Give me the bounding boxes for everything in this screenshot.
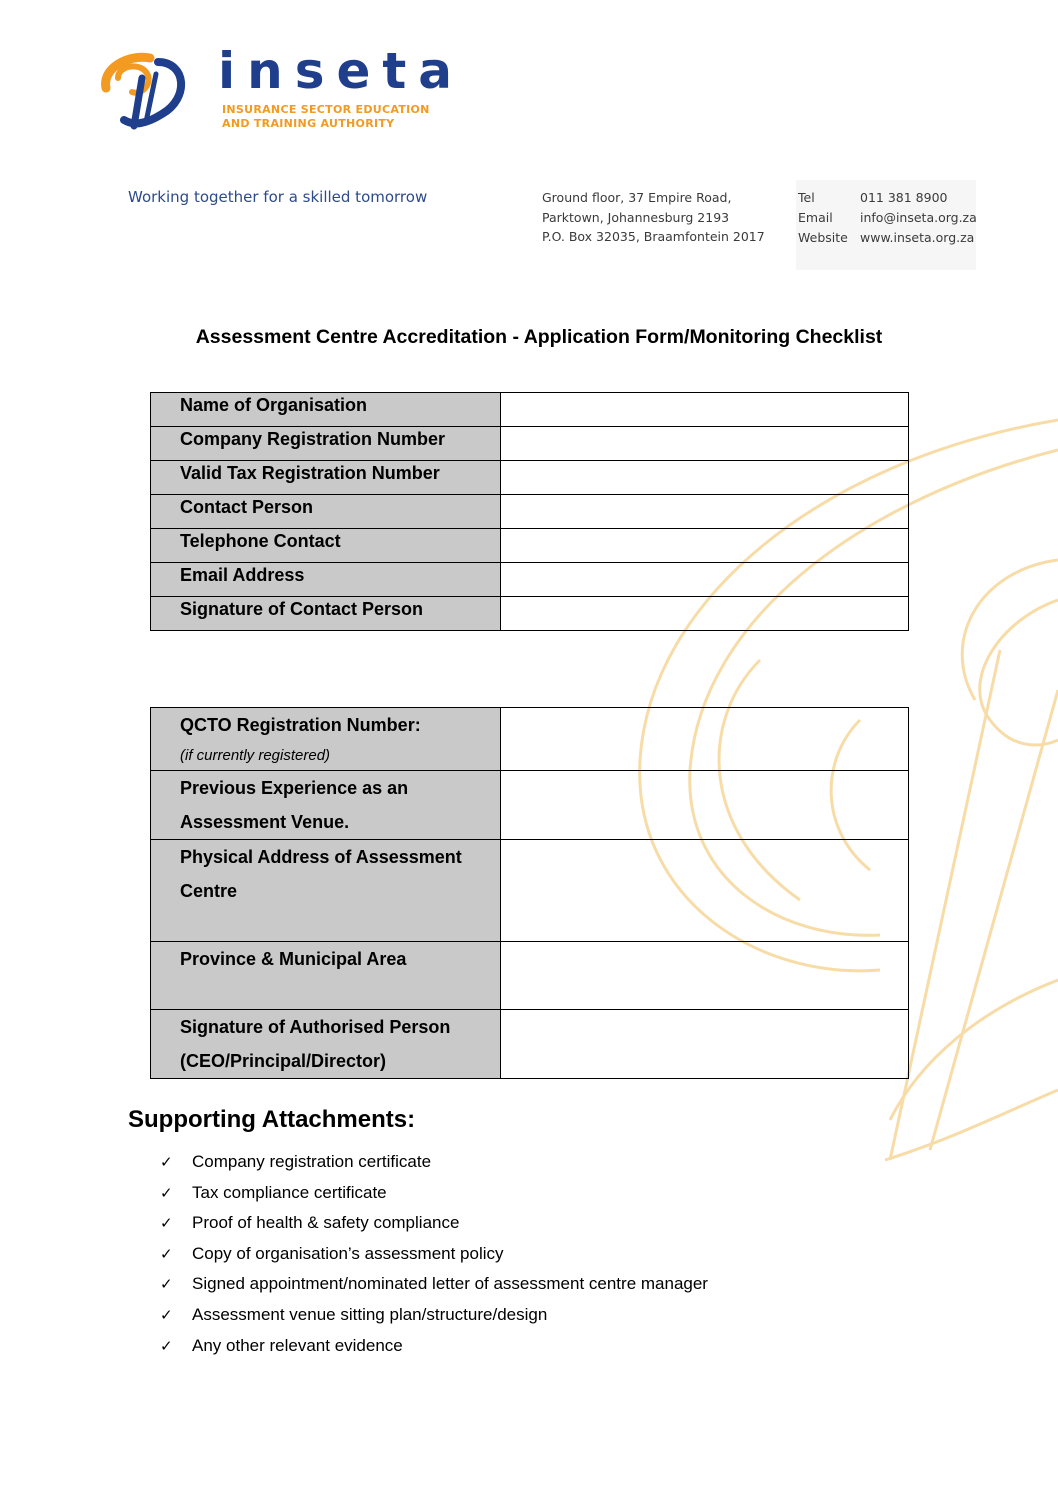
contact-label: Email xyxy=(798,210,833,225)
field-label: Company Registration Number xyxy=(151,427,501,461)
check-icon: ✓ xyxy=(160,1244,173,1263)
list-item xyxy=(160,1147,708,1178)
check-icon: ✓ xyxy=(160,1183,173,1202)
check-icon: ✓ xyxy=(160,1305,173,1324)
field-label: Signature of Contact Person xyxy=(151,597,501,631)
field-value-name-of-organisation[interactable] xyxy=(501,393,909,427)
contact-value: info@inseta.org.za xyxy=(860,210,977,225)
organisation-details-table xyxy=(150,392,909,631)
check-icon: ✓ xyxy=(160,1275,173,1294)
assessment-centre-table xyxy=(150,707,909,1079)
table-row xyxy=(151,840,909,942)
brand-name: inseta xyxy=(218,42,465,100)
field-label: Province & Municipal Area xyxy=(151,942,501,1010)
table-row xyxy=(151,771,909,840)
table-row xyxy=(151,708,909,771)
table-row xyxy=(151,495,909,529)
brand-subtitle-line2: AND TRAINING AUTHORITY xyxy=(222,117,395,130)
attachments-list xyxy=(160,1147,708,1361)
field-value-province-municipal-area[interactable] xyxy=(501,942,909,1010)
list-item-text: Tax compliance certificate xyxy=(192,1182,387,1202)
field-value-company-registration-number[interactable] xyxy=(501,427,909,461)
check-icon: ✓ xyxy=(160,1214,173,1233)
field-value-qcto-registration-number[interactable] xyxy=(501,708,909,771)
table-row xyxy=(151,461,909,495)
field-value-signature-contact-person[interactable] xyxy=(501,597,909,631)
address-line: Parktown, Johannesburg 2193 xyxy=(542,209,730,225)
list-item xyxy=(160,1239,708,1270)
contact-row-email xyxy=(798,210,977,225)
contact-label: Tel xyxy=(798,190,815,205)
list-item xyxy=(160,1269,708,1300)
list-item-text: Company registration certificate xyxy=(192,1152,432,1171)
field-value-physical-address[interactable] xyxy=(501,840,909,942)
check-icon: ✓ xyxy=(160,1153,173,1171)
list-item-text: Copy of organisation’s assessment policy xyxy=(192,1243,504,1263)
list-item-text: Proof of health & safety compliance xyxy=(192,1213,460,1233)
field-value-email-address[interactable] xyxy=(501,563,909,597)
field-label: Email Address xyxy=(151,563,501,597)
field-label: Previous Experience as an Assessment Venue. xyxy=(151,771,501,840)
contact-label: Website xyxy=(798,230,848,245)
table-row xyxy=(151,393,909,427)
contact-value: www.inseta.org.za xyxy=(860,230,975,245)
contact-value: 011 381 8900 xyxy=(860,190,948,205)
table-row xyxy=(151,942,909,1010)
list-item xyxy=(160,1300,708,1331)
field-label: Valid Tax Registration Number xyxy=(151,461,501,495)
field-label xyxy=(151,708,501,771)
list-item xyxy=(160,1208,708,1239)
table-row xyxy=(151,1010,909,1079)
check-icon: ✓ xyxy=(160,1336,173,1355)
field-value-previous-experience[interactable] xyxy=(501,771,909,840)
field-value-signature-authorised-person[interactable] xyxy=(501,1010,909,1079)
tagline: Working together for a skilled tomorrow xyxy=(128,188,428,206)
list-item-text: Any other relevant evidence xyxy=(192,1335,403,1355)
field-value-contact-person[interactable] xyxy=(501,495,909,529)
field-value-tax-registration-number[interactable] xyxy=(501,461,909,495)
list-item-text: Assessment venue sitting plan/structure/design xyxy=(192,1304,548,1324)
list-item-text: Signed appointment/nominated letter of assessment centre manager xyxy=(192,1274,708,1294)
field-value-telephone-contact[interactable] xyxy=(501,529,909,563)
contact-row-tel xyxy=(798,190,947,205)
address-block xyxy=(542,188,765,247)
table-row xyxy=(151,529,909,563)
table-row xyxy=(151,563,909,597)
list-item xyxy=(160,1331,708,1362)
attachments-heading: Supporting Attachments: xyxy=(128,1106,416,1133)
document-title: Assessment Centre Accreditation - Application Form/Monitoring Checklist xyxy=(195,326,883,348)
table-row xyxy=(151,597,909,631)
field-label: Physical Address of Assessment Centre xyxy=(151,840,501,942)
brand-subtitle-line1: INSURANCE SECTOR EDUCATION xyxy=(222,103,430,116)
contact-block xyxy=(796,180,976,270)
field-label-text: QCTO Registration Number: xyxy=(180,715,421,735)
list-item xyxy=(160,1178,708,1209)
field-label: Name of Organisation xyxy=(151,393,501,427)
field-label: Telephone Contact xyxy=(151,529,501,563)
table-row xyxy=(151,427,909,461)
address-line: P.O. Box 32035, Braamfontein 2017 xyxy=(542,229,765,244)
inseta-logo-icon xyxy=(98,48,194,132)
address-line: Ground floor, 37 Empire Road, xyxy=(542,190,732,205)
field-note: (if currently registered) xyxy=(180,747,331,764)
contact-row-website xyxy=(798,230,974,245)
field-label: Signature of Authorised Person (CEO/Principal/Director) xyxy=(151,1010,501,1079)
field-label: Contact Person xyxy=(151,495,501,529)
